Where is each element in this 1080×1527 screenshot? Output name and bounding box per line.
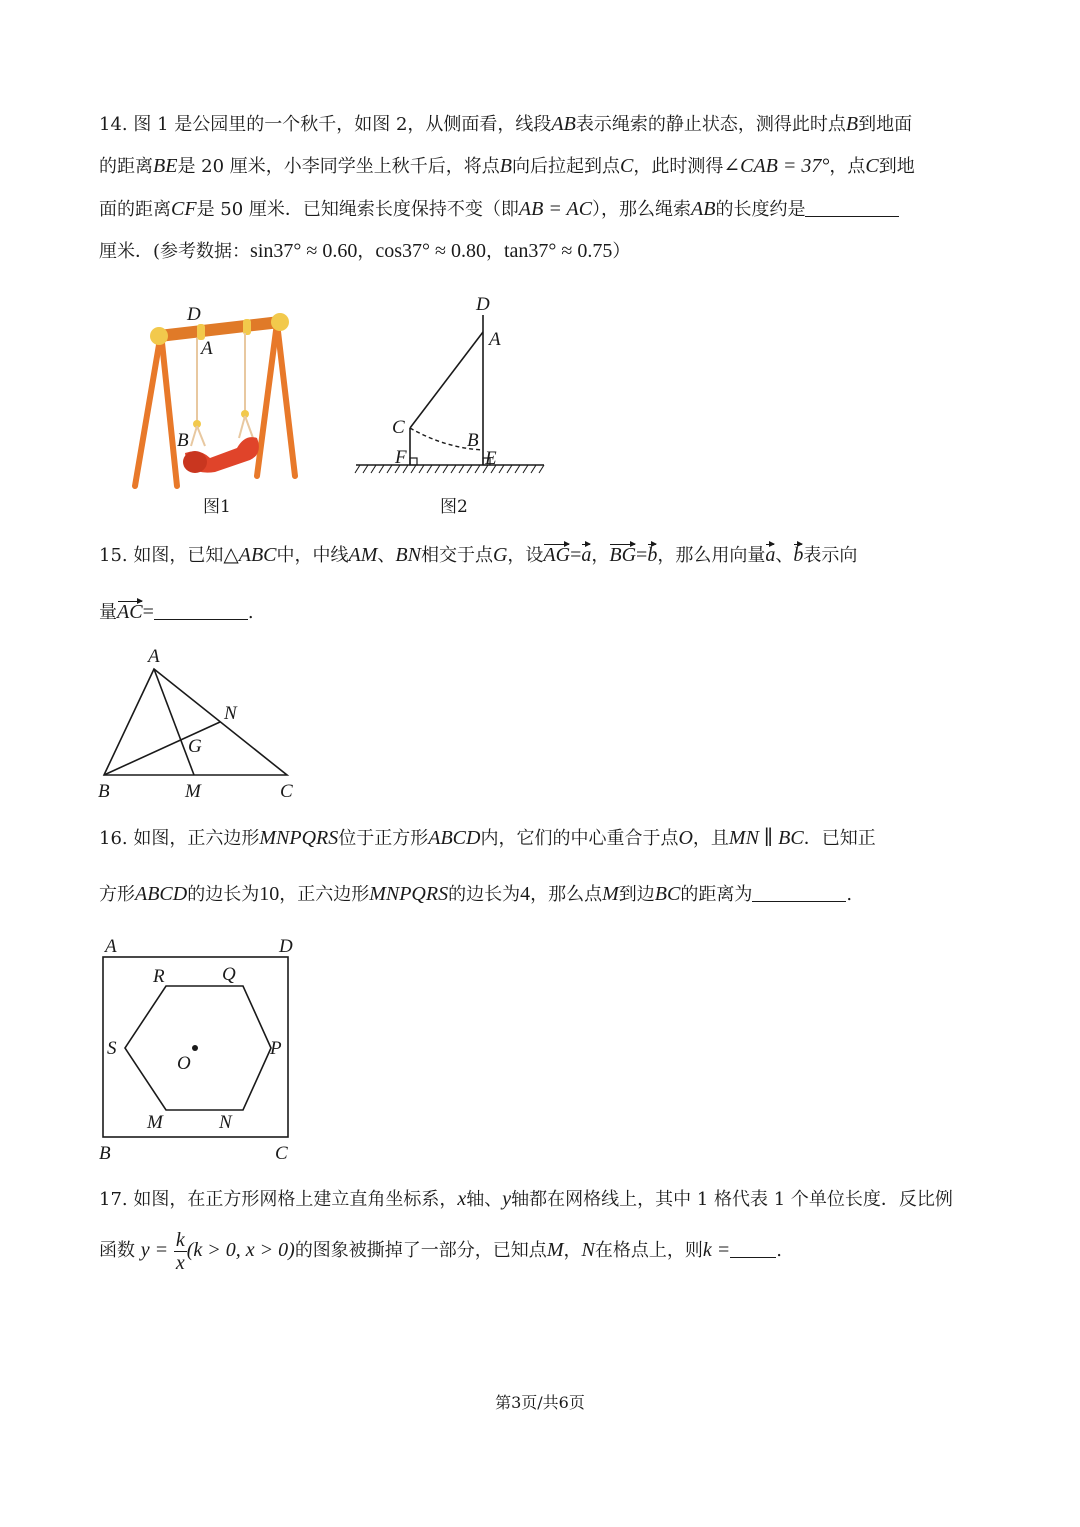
sq-label-B: B — [99, 1143, 111, 1164]
hex-label-S: S — [107, 1038, 117, 1059]
swing-geometry-figure — [350, 290, 550, 525]
triangle-figure — [95, 645, 305, 805]
fig2-label-B: B — [467, 430, 479, 451]
hexagon-square-figure — [95, 930, 330, 1170]
q14-line-1: 14. 图 1 是公园里的一个秋千，如图 2，从侧面看，线段AB表示绳索的静止状态，测得此时点B到地面 — [99, 113, 913, 135]
q15-answer-blank — [154, 601, 248, 620]
q14-line-4: 厘米．(参考数据：sin37° ≈ 0.60，cos37° ≈ 0.80，tan37° ≈ 0.75） — [99, 240, 631, 262]
fig1-label-B: B — [177, 430, 189, 451]
tri-label-B: B — [98, 781, 110, 802]
fig1-caption: 图1 — [203, 497, 231, 517]
q16-answer-blank — [752, 883, 846, 902]
sq-label-A: A — [105, 936, 117, 957]
fig2-label-D: D — [476, 294, 490, 315]
fig2-label-C: C — [392, 417, 405, 438]
fig2-label-A: A — [489, 329, 501, 350]
q14-line-2: 的距离BE是 20 厘米，小李同学坐上秋千后，将点B向后拉起到点C，此时测得∠CAB = 37°，点C到地 — [99, 155, 915, 177]
tri-label-A: A — [148, 646, 160, 667]
q14-line-3: 面的距离CF是 50 厘米．已知绳索长度保持不变（即AB = AC），那么绳索AB的长度约是 — [99, 197, 989, 222]
hex-label-P: P — [270, 1038, 282, 1059]
q17-line-1: 17. 如图，在正方形网格上建立直角坐标系，x轴、y轴都在网格线上，其中 1 格代表 1 个单位长度．反比例 — [99, 1188, 953, 1210]
q17-line-2: 函数 y = $\frac{k}{x}$ (k > 0, x > 0)的图象被撕掉了一部分，已知点M，N在格点上，则k = . — [99, 1228, 782, 1274]
fig1-label-D: D — [187, 304, 201, 325]
tri-label-M: M — [185, 781, 201, 802]
tri-label-C: C — [280, 781, 293, 802]
swing-illustration — [125, 298, 310, 523]
q15-line-2: 量AC= . — [99, 601, 254, 623]
sq-label-C: C — [275, 1143, 288, 1164]
q15-line-1: 15. 如图，已知△ABC中，中线AM、BN相交于点G，设AG=a，BG=b，那么用向量a、b表示向 — [99, 544, 858, 566]
fig2-label-F: F — [395, 447, 407, 468]
hex-label-N: N — [219, 1112, 232, 1133]
k-over-x-fraction: $\frac{k}{x}$ — [175, 1228, 185, 1274]
q14-answer-blank — [805, 198, 899, 217]
fig1-label-A: A — [201, 338, 213, 359]
center-label-O: O — [177, 1053, 191, 1074]
fig2-caption: 图2 — [440, 497, 468, 517]
hex-label-R: R — [153, 966, 165, 987]
hex-label-Q: Q — [222, 964, 236, 985]
page-footer: 第3页/共6页 — [495, 1393, 585, 1412]
fig2-label-E: E — [485, 448, 497, 469]
q16-line-2: 方形ABCD的边长为10，正六边形MNPQRS的边长为4，那么点M到边BC的距离为 . — [99, 883, 853, 905]
sq-label-D: D — [279, 936, 293, 957]
tri-label-N: N — [224, 703, 237, 724]
q17-answer-blank — [730, 1239, 776, 1258]
hex-label-M: M — [147, 1112, 163, 1133]
tri-label-G: G — [188, 736, 202, 757]
q16-line-1: 16. 如图，正六边形MNPQRS位于正方形ABCD内，它们的中心重合于点O，且MN ∥ BC．已知正 — [99, 827, 876, 849]
